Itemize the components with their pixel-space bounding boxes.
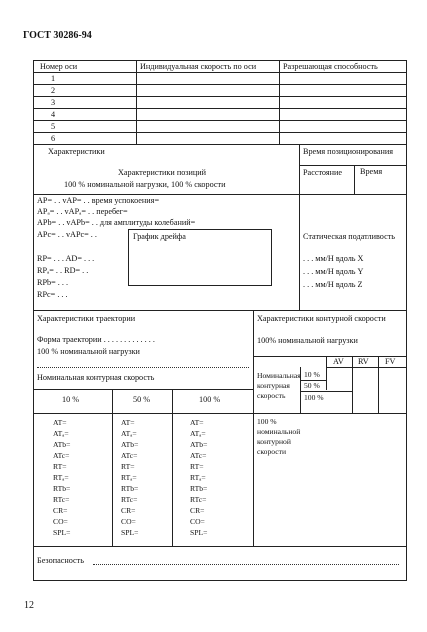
metric-label: CO=	[121, 517, 136, 526]
trajectory-form-label: Форма траектории . . . . . . . . . . . . .	[37, 335, 155, 344]
ap-line: AP= . . vAP= . . время успокоения=	[37, 196, 160, 205]
distance-header: Расстояние	[303, 168, 343, 177]
av-header: AV	[333, 357, 344, 366]
metric-label: RTc=	[121, 495, 138, 504]
rp-line: RPₐ= . . RD= . .	[37, 266, 89, 275]
metric-label: ATc=	[190, 451, 207, 460]
metric-label: SPL=	[53, 528, 71, 537]
metric-label: CR=	[121, 506, 136, 515]
metric-label: RTc=	[53, 495, 70, 504]
positioning-time-header: Время позиционирования	[303, 147, 394, 156]
axis-row-number: 4	[51, 110, 56, 119]
metric-label: ATₐ=	[190, 429, 206, 438]
metric-label: ATₐ=	[53, 429, 69, 438]
contour-title: Характеристики контурной скорости	[257, 314, 386, 323]
position-characteristics-title: Характеристики позиций	[118, 168, 207, 177]
axis-row-number: 1	[51, 74, 56, 83]
contour-pct-50: 50 %	[304, 381, 320, 390]
metric-label: AT=	[121, 418, 135, 427]
speed-col-100: 100 %	[199, 395, 221, 404]
metric-label: RT=	[190, 462, 204, 471]
speed-col-10: 10 %	[62, 395, 80, 404]
metric-label: AT=	[190, 418, 204, 427]
metric-label: SPL=	[121, 528, 139, 537]
ap-line: APb= . . vAPb= . . для амплитуды колебаний=	[37, 218, 196, 227]
axis-speed-header: Индивидуальная скорость по оси	[140, 62, 257, 71]
rp-line: RPc= . . .	[37, 290, 68, 299]
axis-row-number: 3	[51, 98, 56, 107]
axis-number-header: Номер оси	[40, 62, 78, 71]
rp-line: RP= . . . AD= . . .	[37, 254, 95, 263]
contour-pct-100: 100 %	[304, 393, 324, 402]
static-compliance-title: Статическая податливость	[303, 232, 396, 241]
metric-label: ATb=	[53, 440, 71, 449]
metric-label: CO=	[53, 517, 68, 526]
axis-resolution-header: Разрешающая способность	[283, 62, 378, 71]
metric-label: ATb=	[190, 440, 208, 449]
axis-row-number: 6	[51, 134, 56, 143]
characteristics-title: Характеристики	[48, 147, 105, 156]
compliance-x: . . . мм/Н вдоль X	[303, 254, 364, 263]
rv-header: RV	[358, 357, 369, 366]
page-number: 12	[24, 600, 34, 611]
speed-col-50: 50 %	[133, 395, 151, 404]
metric-label: SPL=	[190, 528, 208, 537]
metric-label: CO=	[190, 517, 205, 526]
metric-label: RTₐ=	[53, 473, 69, 482]
trajectory-load-label: 100 % номинальной нагрузки	[37, 347, 140, 356]
metric-label: ATb=	[121, 440, 139, 449]
safety-label: Безопасность	[37, 556, 84, 565]
contour-pct-10: 10 %	[304, 370, 320, 379]
axis-row-number: 2	[51, 86, 56, 95]
metric-label: RTb=	[121, 484, 139, 493]
axis-row-number: 5	[51, 122, 56, 131]
contour-load-label: 100% номинальной нагрузки	[257, 336, 358, 345]
compliance-z: . . . мм/Н вдоль Z	[303, 280, 363, 289]
document-code: ГОСТ 30286-94	[23, 30, 92, 41]
metric-label: RTb=	[190, 484, 208, 493]
nominal-speed-label: Номинальная контурная скорость	[37, 373, 155, 382]
metric-label: CR=	[190, 506, 205, 515]
rp-line: RPb= . . .	[37, 278, 69, 287]
metric-label: AT=	[53, 418, 67, 427]
metric-label: RT=	[121, 462, 135, 471]
metric-label: RTc=	[190, 495, 207, 504]
metric-label: ATₐ=	[121, 429, 137, 438]
compliance-y: . . . мм/Н вдоль Y	[303, 267, 364, 276]
time-header: Время	[360, 167, 383, 176]
metric-label: ATc=	[53, 451, 70, 460]
metric-label: RTₐ=	[190, 473, 206, 482]
nominal-contour-speed-label: Номинальная контурная скорость	[257, 371, 301, 400]
drift-graph-label: График дрейфа	[133, 232, 186, 241]
fv-header: FV	[385, 357, 396, 366]
metric-label: RTₐ=	[121, 473, 137, 482]
contour-bottom-label: 100 % номинальной контурной скорости	[257, 417, 301, 456]
metric-label: CR=	[53, 506, 68, 515]
trajectory-title: Характеристики траектории	[37, 314, 136, 323]
metric-label: RT=	[53, 462, 67, 471]
ap-line: APc= . . vAPc= . .	[37, 230, 97, 239]
metric-label: RTb=	[53, 484, 71, 493]
metric-label: ATc=	[121, 451, 138, 460]
position-characteristics-subtitle: 100 % номинальной нагрузки, 100 % скорости	[64, 180, 226, 189]
ap-line: APₐ= . . vAPₐ= . . перебег=	[37, 207, 128, 216]
